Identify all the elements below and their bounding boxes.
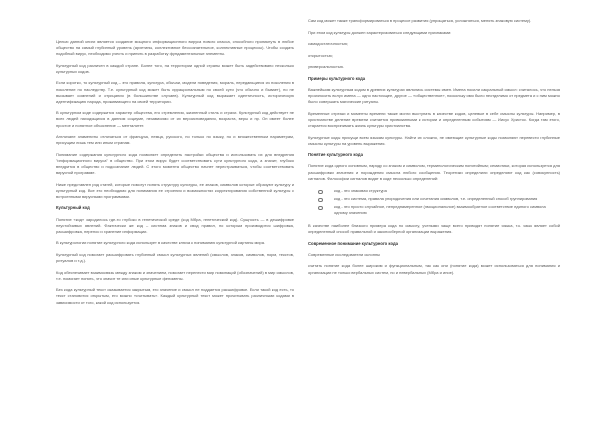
paragraph: Временные отрезки и моменты времени также могли выступать в качестве кодов, целевые в себе смыслы культуры. Например, в христианстве деление времени считается привязанными к истории и определенным событиям — Иисус Христос. Когда там этого, старается воспринимать жизнь культуры христианства.: [308, 110, 560, 129]
list-item-text: код - это система, правила упорядочения или сочетания символов, т.е. определенный способ группирования: [334, 195, 538, 201]
paragraph: Современные исследователи склонны: [308, 251, 381, 257]
paragraph: В культурном коде содержится характер общества, его стремления, жизненный стиль и страхи. Культурный код действует не всех людей находящихся в данном социуме, независимо от их вероисповедания, возраста, веры и пр. Он имеет более простое и понятное объяснение — менталитет.: [56, 110, 294, 128]
paragraph: В культурологии понятие культурного кода использует в качестве ключа к пониманию культурной картины мира.: [56, 240, 266, 246]
paragraph: Ниже представлен ряд статей, которые помогут понять структуру культуры, ее знаков, символов которые образуют культуру и культурный код. Все это необходимо для понимания ее строения и возможностях корректирования собственной культуры с встроенными вирусными программами.: [56, 181, 294, 199]
bullet-icon: [318, 206, 323, 211]
paragraph: открытостью;: [308, 52, 333, 58]
list-item: [318, 204, 560, 216]
paragraph: Без кода культурный текст оказывается закрытым, его значение и смысл не поддается расшифровке. Если такой код есть, то текст становится открытым, его можно «считывать». Каждый культурный текст может прочитывать различными кодами в зависимости от того, какой код используется.: [56, 287, 294, 305]
paragraph: Целью данной книги является создание мощного информационного вируса нового класса, способного проникнуть в любое общество на самый глубинный уровень (архетипы, коллективное бессознательное, коллективные процессы). Чтобы создать подобный вирус, необходимо учесть и принять в разработку фундаментальные элементы.: [56, 39, 294, 57]
paragraph: Код обеспечивает взаимосвязь между знаком и значением, помогает перенести мир номинаций (обозначений) в мир смыслов, т.е. помогает понять, что значит те или иные культурные феномены.: [56, 269, 294, 281]
paragraph: Сам код может также трансформироваться в процессе развития (упрощаться, усложняться, менять знаковую систему).: [308, 18, 532, 23]
list-item: [318, 196, 560, 202]
paragraph: Культурные коды присущи всем языкам культуры. Найти их сложно, не имеющие культурные коды позволяют перевести глубинные смыслы культуры на уровень выражения.: [308, 134, 560, 146]
paragraph: считать понятие кода более широким и функциональным, так как они (понятие кода) может использоваться для понимания и организации не только вербальных систем, но и невербальных (Мбра и иное).: [308, 263, 560, 275]
list-item-text: код - это знаковая структура: [334, 187, 387, 193]
paragraph: самодостаточностью;: [308, 41, 349, 47]
paragraph: Важнейшим культурным кодом в древних культурах являлись системы имен. Имена носили сакральный смысл: считалось, что нельзя произносить вслух имена — одно настоящее, другое — «общественное», поскольку имя было неотделимо от предмета и с ним можно было совершать магические ритуалы.: [308, 87, 560, 105]
paragraph: Если коротко, то культурный код – это правила, культура, обычаи, модели поведения, мораль, передающиеся из поколения в поколение по наследству. Т.е. культурный код может быть иррациональным по своей сути (что обычно и бывает), но не вызывает сомнений и отрицания (в большинстве случаев). Культурный код выражает идентичность, историческую идентификацию народа, проживающего на своей территории.: [56, 80, 294, 104]
bullet-icon: [318, 198, 323, 203]
section-heading: Примеры культурного кода: [308, 75, 366, 81]
paragraph: Культурный код помогает расшифровать глубинный смысл культурных явлений (смыслов, знаков, символов, норм, текстов, ритуалов и т.д.).: [56, 251, 294, 264]
bullet-icon: [318, 190, 323, 195]
section-heading: Современное понимание культурного кода: [308, 240, 398, 246]
paragraph: Культурный код различен в каждой стране. Более того, на территории одной страны может быть задействовано несколько культурных кодов.: [56, 62, 294, 74]
paragraph: Понимание содержания культурного кода позволяет определить настройки общества и использовать их для внедрения "информационного вируса" в общество. При этом вирус будет соответствовать сути культурного кода, а значит, глубоко внедрится в общество и подсознание людей. С этого момента общество начнет перестраиваться, чтобы соответствовать вирусной программе.: [56, 151, 294, 176]
paragraph: При этом код культуры должен характеризоваться следующими признаками:: [308, 29, 452, 35]
paragraph: Понятие кода одного основным, наряду со знаком и символом, терминологическим понятийным; семиотики, которая используется для расшифровки значения и порождения смысла любого сообщения. Теоретики определили определяют код как (совокупность) сигналов. Философии сигналов видят в коде несколько определений:: [308, 163, 560, 181]
right-column: [308, 0, 560, 281]
paragraph: Понятие «код» зародилось где-то глубоко в генетической среде (код Мбра, генетический код). Сущность — в дешифровке неустойчивых явлений. Фактически же код – система знаков и свод правил, по которым производится шифровка, расшифровка, перенос и хранение информации.: [56, 216, 294, 234]
list-item-text: код - это просто случайное, непреднамеренное (эмоциональное) взаимообратное соответствие единого символа одному значению: [334, 203, 546, 215]
section-heading: Понятие культурного кода: [308, 152, 363, 158]
paragraph: Англичане знамениты отличаться от француза, немца, русского, но только по языку, но и множественным параметрам, присущим лишь тем или иным странам.: [56, 134, 294, 146]
paragraph: В качестве наиболее близкого примера кода по смыслу, учеными чаще всего приводят понятие языка, т.к. язык являет собой определенный способ правильной и законосберной организации выражения.: [308, 223, 560, 235]
list-item: [318, 188, 560, 194]
left-column: [56, 0, 294, 311]
paragraph: универсальностью.: [308, 64, 345, 70]
definition-list: [308, 188, 560, 216]
section-heading: Культурный код: [56, 205, 90, 211]
